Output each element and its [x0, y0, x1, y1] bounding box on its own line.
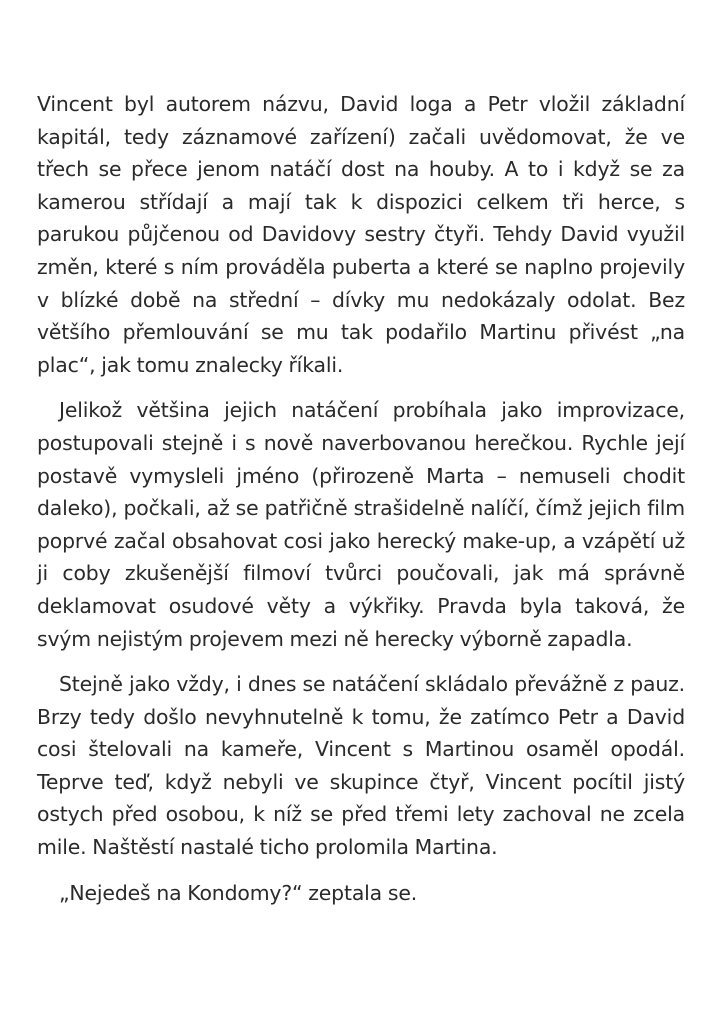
paragraph-1: Vincent byl autorem názvu, David loga a Petr vložil základní kapitál, tedy záznamové zařízení) začali uvědomovat, že ve třech se přece jenom natáčí dost na houby. A to i když se za kamerou střídají a mají tak k dispozici celkem tři herce, s parukou půjčenou od Davidovy sestry čtyři. Tehdy David využil změn, které s ním prováděla puberta a které se naplno projevily v blízké době na střední – dívky mu nedokázaly odolat. Bez většího přemlouvání se mu tak podařilo Martinu přivést „na plac“, jak tomu znalecky říkali. — [37, 92, 685, 377]
paragraph-3: Stejně jako vždy, i dnes se natáčení skládalo převážně z pauz. Brzy tedy došlo nevyhnutelně k tomu, že zatímco Petr a David cosi štelovali na kameře, Vincent s Martinou osaměl opodál. Teprve teď, když nebyli ve skupince čtyř, Vincent pocítil jistý ostych před osobou, k níž se před třemi lety zachoval ne zcela mile. Naštěstí nastalé ticho prolomila Martina. — [37, 672, 685, 860]
paragraph-2: Jelikož většina jejich natáčení probíhala jako improvizace, postupovali stejně i s nově naverbovanou herečkou. Rychle její postavě vymysleli jméno (přirozeně Marta – nemuseli chodit daleko), počkali, až se patřičně strašidelně nalíčí, čímž jejich film poprvé začal obsahovat cosi jako herecký make-up, a vzápětí už ji coby zkušenější filmoví tvůrci poučovali, jak má správně deklamovat osudové věty a výkřiky. Pravda byla taková, že svým nejistým projevem mezi ně herecky výborně zapadla. — [37, 398, 685, 651]
paragraph-4: „Nejedeš na Kondomy?“ zeptala se. — [59, 880, 418, 905]
document-page — [37, 88, 685, 922]
